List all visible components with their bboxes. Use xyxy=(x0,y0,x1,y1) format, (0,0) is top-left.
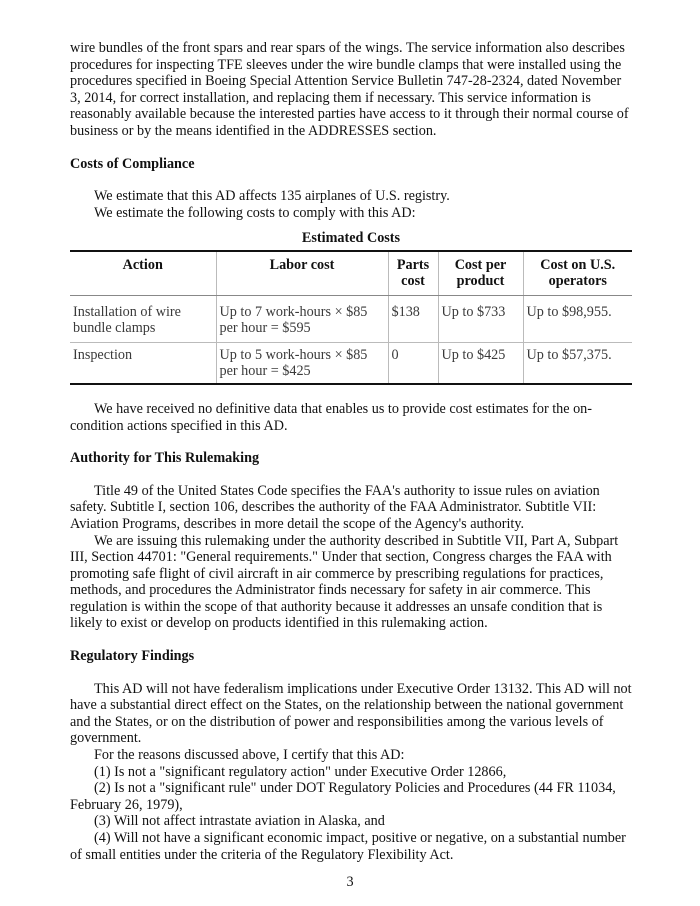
cell-parts-cost: $138 xyxy=(388,295,438,342)
costs-affected-airplanes: We estimate that this AD affects 135 airplanes of U.S. registry. xyxy=(94,188,450,205)
findings-certify-intro: For the reasons discussed above, I certify that this AD: xyxy=(94,747,405,764)
column-header-cost-on-operators: Cost on U.S. operators xyxy=(523,251,632,296)
estimated-costs-table xyxy=(70,250,632,385)
findings-paragraph-1: This AD will not have federalism implications under Executive Order 13132. This AD will not have a substantial direct effect on the States, on the relationship between the national government and the States, or on the distribution of power and responsibilities among the various levels of government. xyxy=(70,680,632,747)
findings-heading: Regulatory Findings xyxy=(70,648,195,665)
intro-paragraph: wire bundles of the front spars and rear spars of the wings. The service information also describes procedures for inspecting TFE sleeves under the wire bundle clamps that were installed using the procedures specified in Boeing Special Attention Service Bulletin 747-28-2324, dated November 3, 2014, for correct installation, and replacing them if necessary. This service information is reasonably available because the interested parties have access to it through their normal course of business or by the means identified in the ADDRESSES section. xyxy=(70,40,629,139)
costs-heading: Costs of Compliance xyxy=(70,155,195,172)
authority-heading: Authority for This Rulemaking xyxy=(70,450,260,467)
findings-item-3: (3) Will not affect intrastate aviation in Alaska, and xyxy=(94,813,385,830)
cell-cost-per-product: Up to $733 xyxy=(438,295,523,342)
authority-paragraph-1: Title 49 of the United States Code specifies the FAA's authority to issue rules on aviation safety. Subtitle I, section 106, describes the authority of the FAA Administrator. Subtitle VII: Aviation Programs, describes in more detail the scope of the Agency's authority. xyxy=(70,482,600,532)
cell-cost-on-operators: Up to $57,375. xyxy=(523,342,632,384)
findings-item-4: (4) Will not have a significant economic impact, positive or negative, on a substantial number of small entities under the criteria of the Regulatory Flexibility Act. xyxy=(70,830,626,863)
cell-cost-on-operators: Up to $98,955. xyxy=(523,295,632,342)
column-header-cost-per-product: Cost per product xyxy=(438,251,523,296)
column-header-action: Action xyxy=(70,251,216,296)
findings-item-1: (1) Is not a "significant regulatory action" under Executive Order 12866, xyxy=(94,763,507,780)
cell-action: Installation of wire bundle clamps xyxy=(73,303,181,336)
table-caption: Estimated Costs xyxy=(301,230,401,247)
authority-paragraph-2: We are issuing this rulemaking under the authority described in Subtitle VII, Part A, Subpart III, Section 44701: "General requirements." Under that section, Congress charges the FAA with promoting safe flight of civil aircraft in air commerce by prescribing regulations for practices, methods, and procedures the Administrator finds necessary for safety in air commerce. This regulation is within the scope of that authority because it addresses an unsafe condition that is likely to exist or develop on products identified in this rulemaking action. xyxy=(70,532,619,632)
column-header-labor-cost: Labor cost xyxy=(216,251,388,296)
table-header-row xyxy=(70,251,632,296)
findings-item-2: (2) Is not a "significant rule" under DOT Regulatory Policies and Procedures (44 FR 11034, February 26, 1979), xyxy=(70,780,616,813)
costs-intro: We estimate the following costs to comply with this AD: xyxy=(94,204,416,221)
table-row xyxy=(70,342,632,384)
table-row xyxy=(70,295,632,342)
cell-cost-per-product: Up to $425 xyxy=(438,342,523,384)
cell-labor-cost: Up to 7 work-hours × $85 per hour = $595 xyxy=(216,295,388,342)
cell-action: Inspection xyxy=(70,342,216,384)
costs-no-data-paragraph: We have received no definitive data that enables us to provide cost estimates for the on-condition actions specified in this AD. xyxy=(70,400,593,434)
cell-labor-cost: Up to 5 work-hours × $85 per hour = $425 xyxy=(216,342,388,384)
document-body xyxy=(70,40,632,863)
column-header-parts-cost: Parts cost xyxy=(388,251,438,296)
page-number: 3 xyxy=(346,874,354,890)
cell-parts-cost: 0 xyxy=(388,342,438,384)
